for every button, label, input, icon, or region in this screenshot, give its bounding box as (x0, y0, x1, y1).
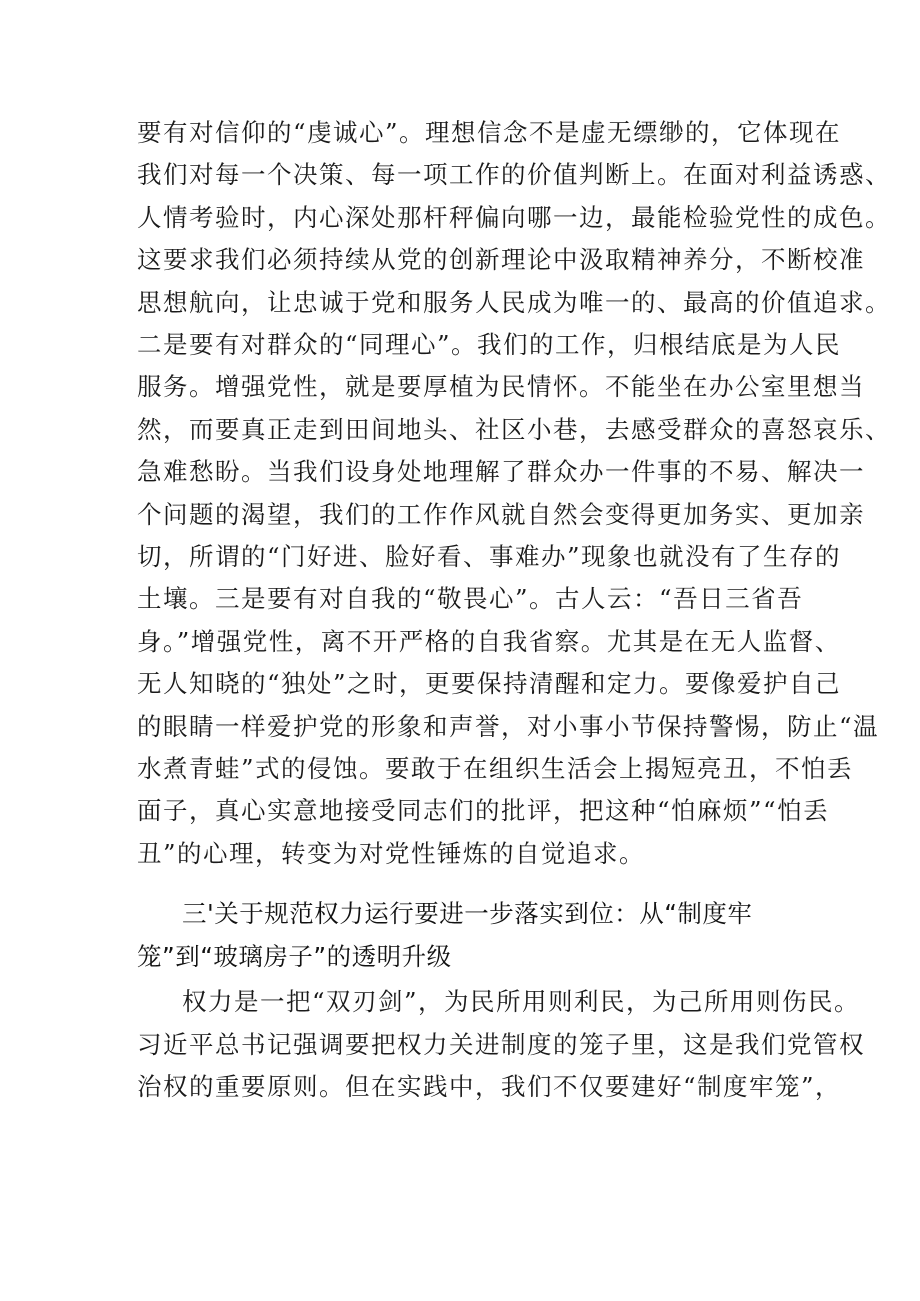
text-line: 人情考验时，内心深处那杆秤偏向哪一边，最能检验党性的成色。 (137, 202, 891, 232)
text-line: 身。”增强党性，离不开严格的自我省察。尤其是在无人监督、 (137, 626, 841, 656)
text-line: 急难愁盼。当我们设身处地理解了群众办一件事的不易、解决一 (137, 457, 865, 487)
text-line: 治权的重要原则。但在实践中，我们不仅要建好“制度牢笼”， (137, 1072, 842, 1101)
text-line: 丑”的心理，转变为对党性锤炼的自觉追求。 (137, 838, 646, 868)
section-heading-line-2: 笼”到“玻璃房子”的透明升级 (137, 942, 452, 971)
text-line: 服务。增强党性，就是要厚植为民情怀。不能坐在办公室里想当 (137, 372, 865, 402)
text-line: 的眼睛一样爱护党的形象和声誉，对小事小节保持警惕，防止“温 (137, 711, 880, 741)
section-heading-line-1: 三'关于规范权力运行要进一步落实到位：从“制度牢 (182, 899, 753, 928)
text-line: 要有对信仰的“虔诚心”。理想信念不是虚无缥缈的，它体现在 (137, 118, 842, 147)
text-line: 权力是一把“双刃剑”，为民所用则利民，为己所用则伤民。 (182, 987, 861, 1016)
text-line: 二是要有对群众的“同理心”。我们的工作，归根结底是为人民 (137, 330, 842, 359)
text-line: 这要求我们必须持续从党的创新理论中汲取精神养分，不断校准 (137, 245, 865, 275)
text-line: 面子，真心实意地接受同志们的批评，把这种“怕麻烦”“怕丢 (137, 796, 830, 826)
text-line: 土壤。三是要有对自我的“敬畏心”。古人云：“吾日三省吾 (137, 584, 804, 614)
text-line: 思想航向，让忠诚于党和服务人民成为唯一的、最高的价值追求。 (137, 287, 891, 317)
text-line: 个问题的渴望，我们的工作作风就自然会变得更加务实、更加亲 (137, 499, 865, 529)
text-line: 水煮青蛙”式的侵蚀。要敢于在组织生活会上揭短亮丑，不怕丢 (137, 754, 854, 783)
text-line: 切，所谓的“门好进、脸好看、事难办”现象也就没有了生存的 (137, 542, 842, 571)
text-line: 然，而要真正走到田间地头、社区小巷，去感受群众的喜怒哀乐、 (137, 414, 891, 444)
text-line: 习近平总书记强调要把权力关进制度的笼子里，这是我们党管权 (137, 1029, 865, 1059)
text-line: 无人知晓的“独处”之时，更要保持清醒和定力。要像爱护自己 (137, 669, 842, 699)
text-line: 我们对每一个决策、每一项工作的价值判断上。在面对利益诱惑、 (137, 160, 891, 190)
